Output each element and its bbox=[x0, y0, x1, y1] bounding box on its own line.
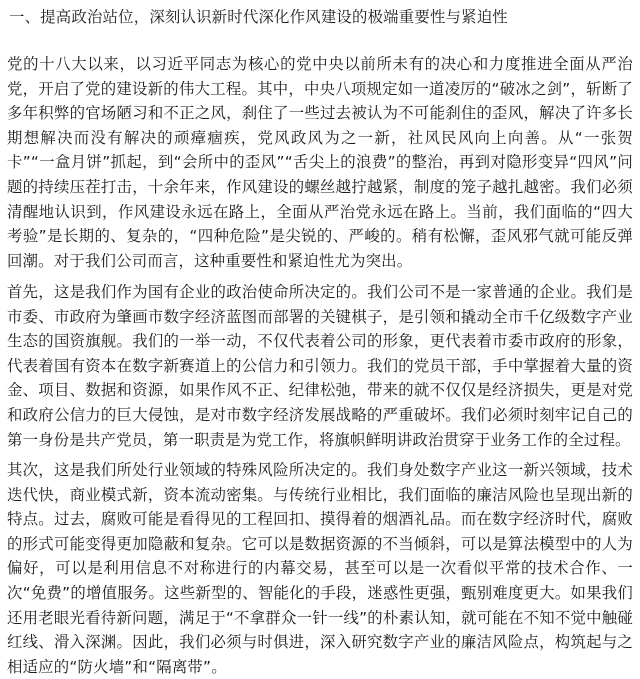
section-heading: 一、提高政治站位，深刻认识新时代深化作风建设的极端重要性与紧迫性 bbox=[9, 8, 508, 26]
paragraph-2: 首先，这是我们作为国有企业的政治使命所决定的。我们公司不是一家普通的企业。我们是市委、市政府为肇画市数字经济蓝图而部署的关键棋子，是引领和撬动全市千亿级数字产业生态的国资旗舰。我们的一举一动，不仅代表着公司的形象，更代表着市委市政府的形象，代表着国有资本在数字新赛道上的公信力和引领力。我们的党员干部，手中掌握着大量的资金、项目、数据和资源，如果作风不正、纪律松弛，带来的就不仅仅是经济损失，更是对党和政府公信力的巨大侵蚀，是对市数字经济发展战略的严重破坏。我们必须时刻牢记自己的第一身份是共产党员，第一职责是为党工作，将旗帜鲜明讲政治贯穿于业务工作的全过程。 bbox=[7, 283, 633, 449]
paragraph-3: 其次，这是我们所处行业领域的特殊风险所决定的。我们身处数字产业这一新兴领域，技术迭代快，商业模式新，资本流动密集。与传统行业相比，我们面临的廉洁风险也呈现出新的特点。过去，腐败可能是看得见的工程回扣、摸得着的烟酒礼品。而在数字经济时代，腐败的形式可能变得更加隐蔽和复杂。它可以是数据资源的不当倾斜，可以是算法模型中的人为偏好，可以是利用信息不对称进行的内幕交易，甚至可以是一次看似平常的技术合作、一次“免费”的增值服务。这些新型的、智能化的手段，迷惑性更强，甄别难度更大。如果我们还用老眼光看待新问题，满足于“不拿群众一针一线”的朴素认知，就可能在不知不觉中触碰红线、滑入深渊。因此，我们必须与时俱进，深入研究数字产业的廉洁风险点，构筑起与之相适应的“防火墙”和“隔离带”。 bbox=[7, 461, 633, 676]
paragraph-1: 党的十八大以来，以习近平同志为核心的党中央以前所未有的决心和力度推进全面从严治党，开启了党的建设新的伟大工程。其中，中央八项规定如一道凌厉的“破冰之剑”，斩断了多年积弊的官场陋习和不正之风，刹住了一些过去被认为不可能刹住的歪风，解决了许多长期想解决而没有解决的顽瘴痼疾，党风政风为之一新，社风民风向上向善。从“一张贺卡”“一盒月饼”抓起，到“会所中的歪风”“舌尖上的浪费”的整治，再到对隐形变异“四风”问题的持续压茬打击，十余年来，作风建设的螺丝越拧越紧，制度的笼子越扎越密。我们必须清醒地认识到，作风建设永远在路上，全面从严治党永远在路上。当前，我们面临的“四大考验”是长期的、复杂的，“四种危险”是尖锐的、严峻的。稍有松懈，歪风邪气就可能反弹回潮。对于我们公司而言，这种重要性和紧迫性尤为突出。 bbox=[7, 55, 633, 270]
